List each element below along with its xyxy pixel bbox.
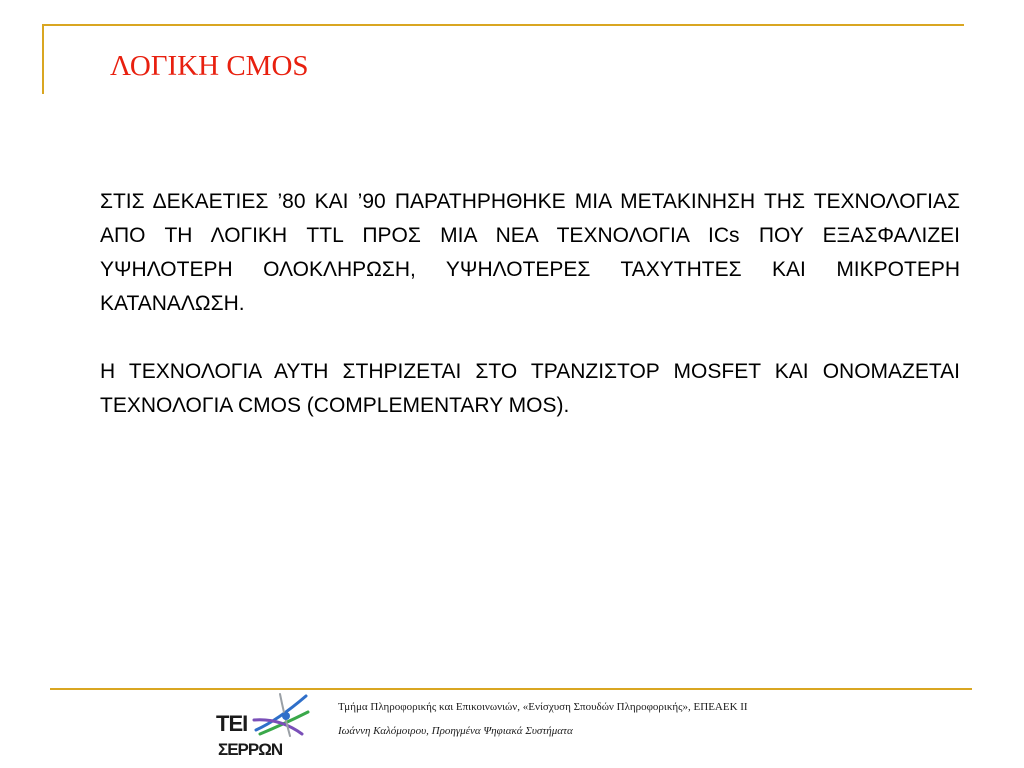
logo-text-serron: ΣΕΡΡΩΝ	[218, 740, 283, 759]
slide-title: ΛΟΓΙΚΗ CMOS	[110, 50, 309, 82]
footer-author-course: Ιωάννη Καλόμοιρου, Προηγμένα Ψηφιακά Συστήματα	[338, 725, 573, 737]
tei-logo	[212, 690, 320, 766]
slide-body	[100, 185, 960, 457]
footer-rule	[50, 688, 972, 690]
paragraph-1: ΣΤΙΣ ΔΕΚΑΕΤΙΕΣ ’80 ΚΑΙ ’90 ΠΑΡΑΤΗΡΗΘΗΚΕ ΜΙΑ ΜΕΤΑΚΙΝΗΣΗ ΤΗΣ ΤΕΧΝΟΛΟΓΙΑΣ ΑΠΟ ΤΗ ΛΟΓΙΚΗ TTL ΠΡΟΣ ΜΙΑ ΝΕΑ ΤΕΧΝΟΛΟΓΙΑ ICs ΠΟΥ ΕΞΑΣΦΑΛΙΖΕΙ ΥΨΗΛΟΤΕΡΗ ΟΛΟΚΛΗΡΩΣΗ, ΥΨΗΛΟΤΕΡΕΣ ΤΑΧΥΤΗΤΕΣ ΚΑΙ ΜΙΚΡΟΤΕΡΗ ΚΑΤΑΝΑΛΩΣΗ.	[100, 190, 960, 315]
left-rule	[42, 24, 44, 94]
paragraph-2: Η ΤΕΧΝΟΛΟΓΙΑ ΑΥΤΗ ΣΤΗΡΙΖΕΤΑΙ ΣΤΟ ΤΡΑΝΖΙΣΤΟΡ MOSFET ΚΑΙ ΟΝΟΜΑΖΕΤΑΙ ΤΕΧΝΟΛΟΓΙΑ CMOS (COMPLEMENTARY MOS).	[100, 360, 960, 417]
logo-text-tei: ΤΕΙ	[216, 711, 248, 736]
footer-department: Τμήμα Πληροφορικής και Επικοινωνιών, «Ενίσχυση Σπουδών Πληροφορικής», ΕΠΕΑΕΚ ΙΙ	[338, 701, 748, 713]
tei-logo-emblem-icon	[250, 690, 312, 740]
top-rule	[42, 24, 964, 26]
